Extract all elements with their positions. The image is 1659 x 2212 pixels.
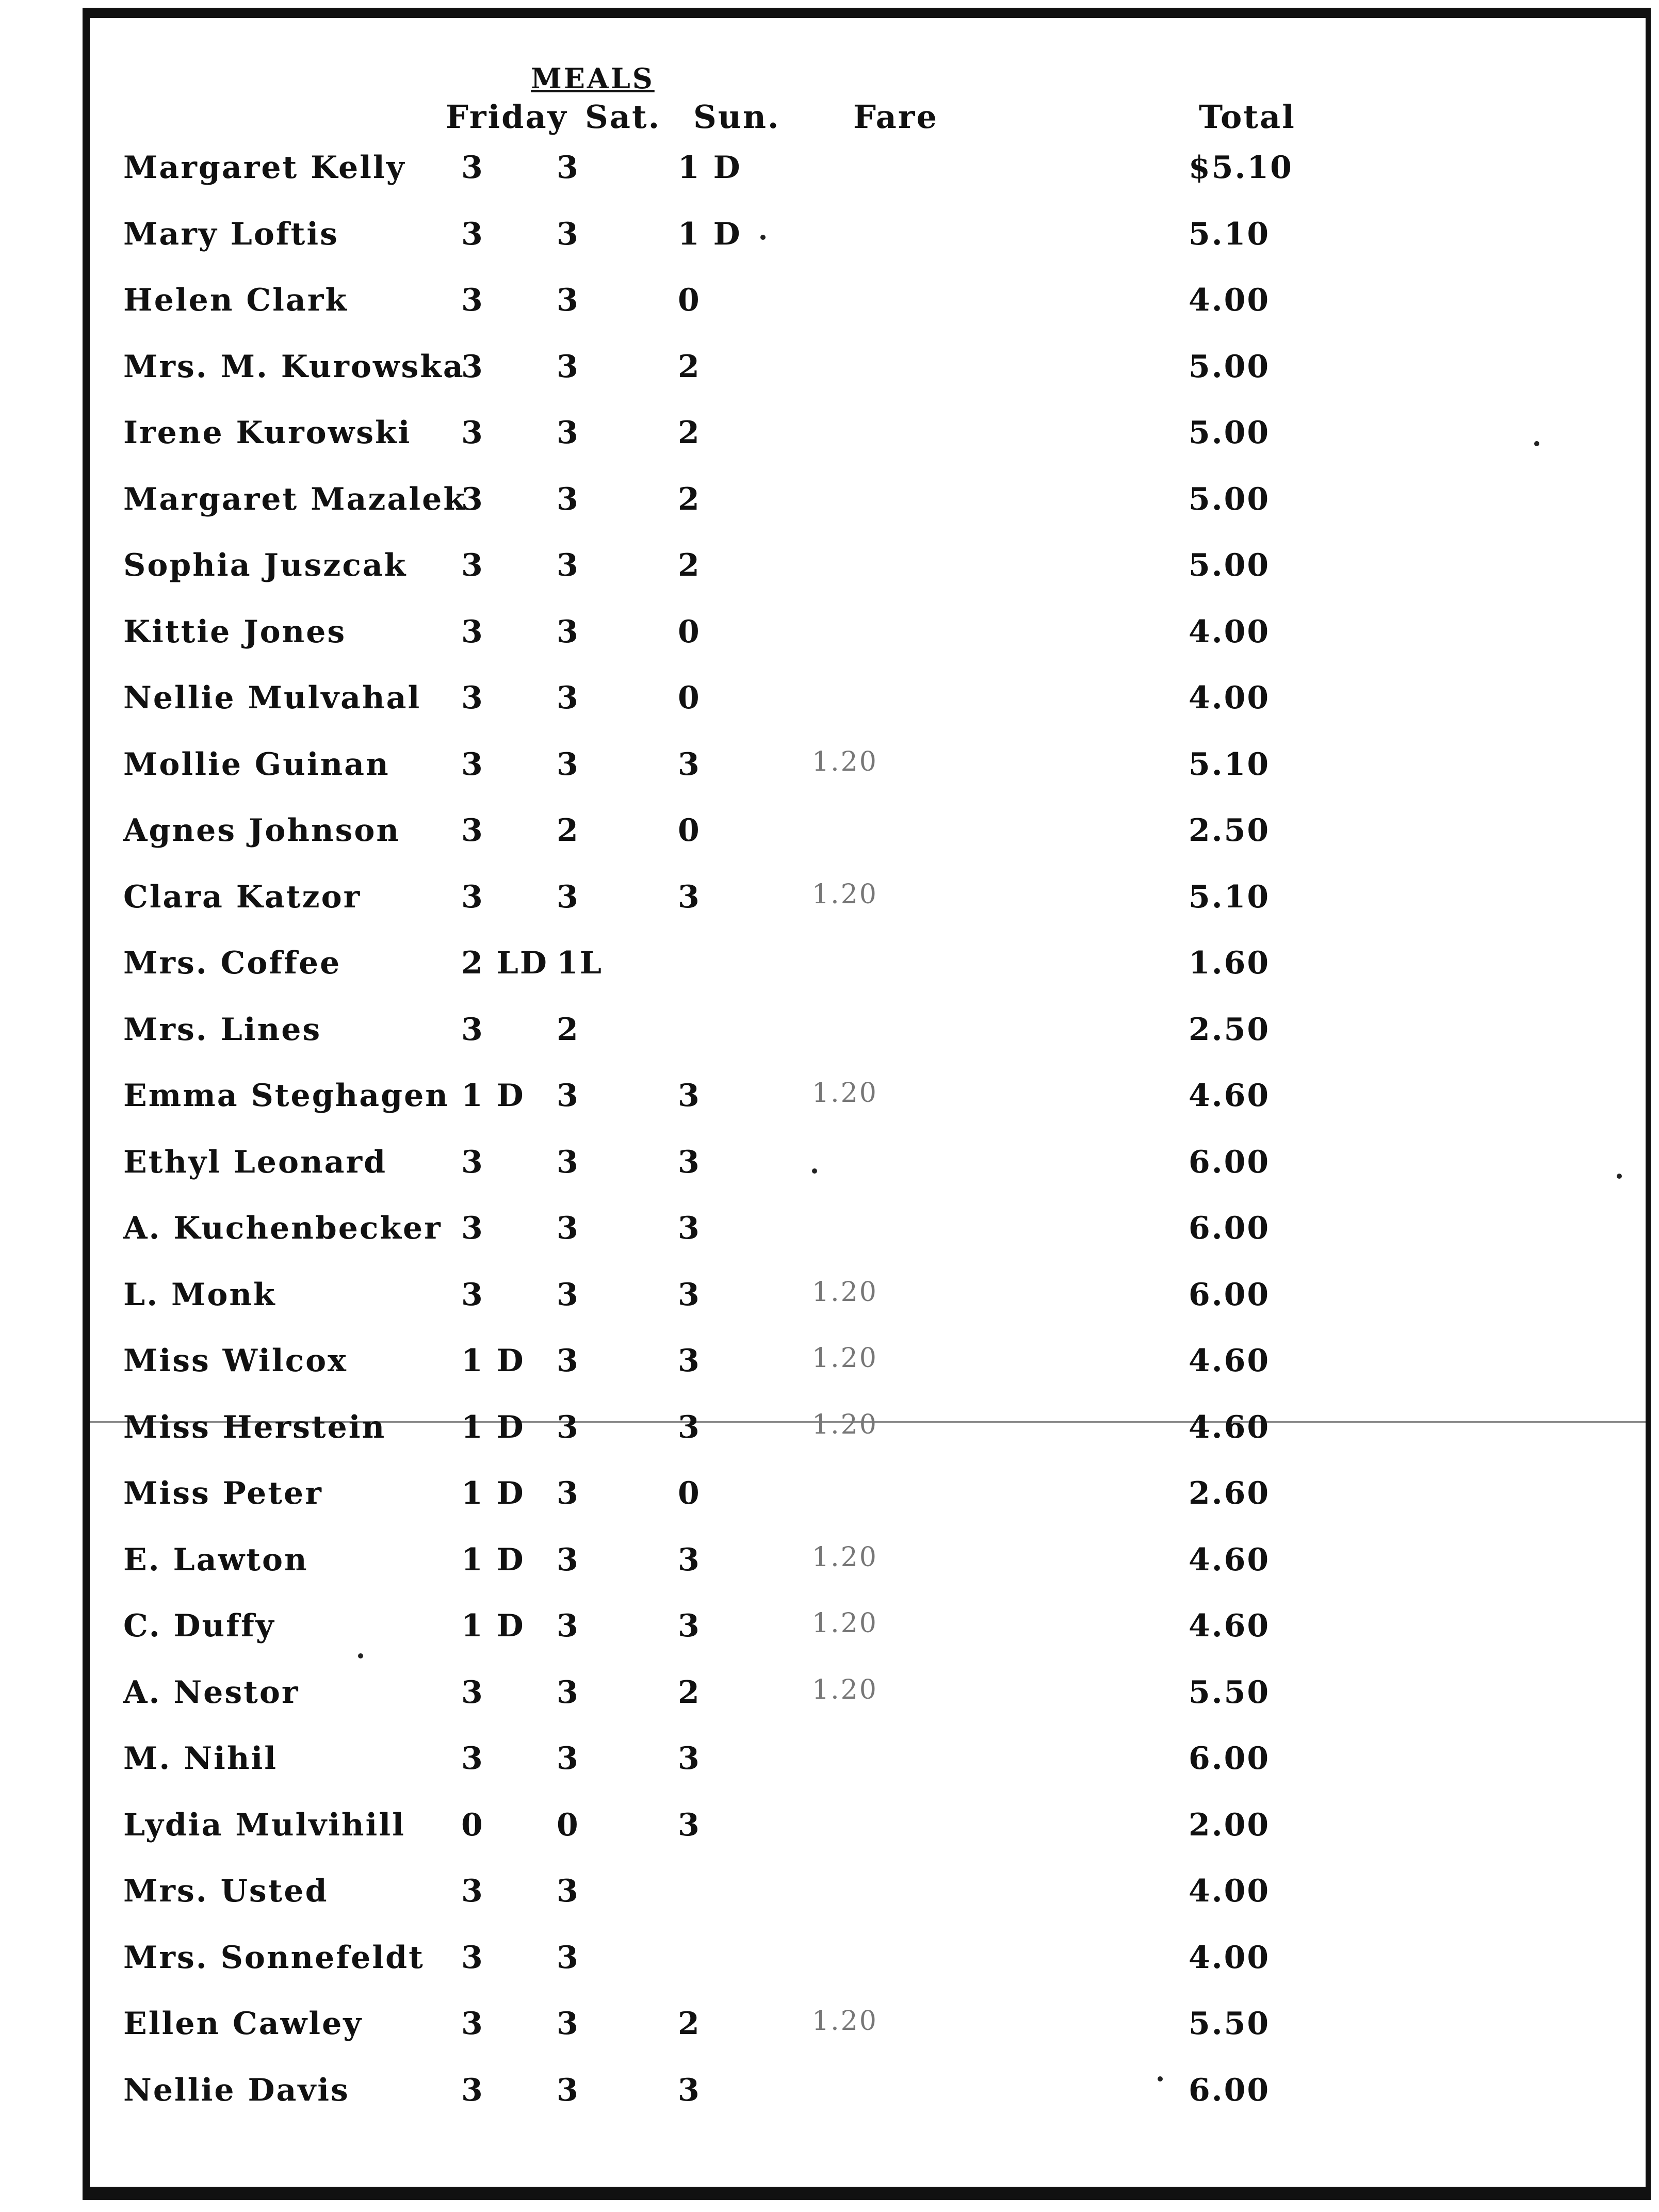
person-name: Nellie Mulvahal xyxy=(123,680,421,716)
friday-meals: 3 xyxy=(461,1939,484,1976)
ink-speck xyxy=(760,235,766,240)
sunday-meals: 3 xyxy=(678,2072,701,2108)
table-row xyxy=(90,1144,1646,1196)
friday-meals: 3 xyxy=(461,481,484,517)
person-name: Mrs. M. Kurowska xyxy=(123,348,465,385)
fare-amount: 1.20 xyxy=(812,1078,878,1109)
fare-amount: 1.20 xyxy=(812,1674,878,1705)
person-name: A. Nestor xyxy=(123,1674,300,1711)
total-amount: 5.50 xyxy=(1189,2006,1271,2042)
sunday-meals: 3 xyxy=(678,1210,701,1246)
friday-meals: 3 xyxy=(461,150,484,186)
total-amount: $5.10 xyxy=(1189,150,1293,186)
ink-speck xyxy=(358,1653,363,1658)
fare-amount: 1.20 xyxy=(812,746,878,777)
saturday-meals: 1L xyxy=(557,945,603,981)
person-name: Kittie Jones xyxy=(123,613,347,650)
person-name: Ellen Cawley xyxy=(123,2006,363,2042)
friday-meals: 3 xyxy=(461,2006,484,2042)
saturday-column-header: Sat. xyxy=(585,98,661,136)
saturday-meals: 3 xyxy=(557,150,580,186)
sunday-meals: 0 xyxy=(678,812,701,849)
saturday-meals: 3 xyxy=(557,547,580,583)
person-name: Miss Wilcox xyxy=(123,1343,348,1379)
friday-meals: 3 xyxy=(461,216,484,252)
total-amount: 6.00 xyxy=(1189,1741,1271,1777)
saturday-meals: 3 xyxy=(557,613,580,650)
table-row xyxy=(90,945,1646,997)
fare-amount: 1.20 xyxy=(812,1541,878,1573)
saturday-meals: 3 xyxy=(557,746,580,783)
table-row xyxy=(90,216,1646,268)
saturday-meals: 3 xyxy=(557,1078,580,1114)
total-amount: 4.00 xyxy=(1189,282,1271,318)
fare-amount: 1.20 xyxy=(812,1409,878,1440)
saturday-meals: 3 xyxy=(557,879,580,915)
friday-meals: 3 xyxy=(461,1674,484,1711)
total-amount: 1.60 xyxy=(1189,945,1271,981)
friday-meals: 1 D xyxy=(461,1608,525,1644)
table-row xyxy=(90,481,1646,533)
total-amount: 4.00 xyxy=(1189,680,1271,716)
friday-meals: 1 D xyxy=(461,1078,525,1114)
person-name: Mrs. Coffee xyxy=(123,945,341,981)
table-row xyxy=(90,812,1646,864)
saturday-meals: 3 xyxy=(557,2006,580,2042)
sunday-meals: 2 xyxy=(678,415,701,451)
table-row xyxy=(90,1475,1646,1527)
saturday-meals: 3 xyxy=(557,1873,580,1909)
saturday-meals: 3 xyxy=(557,680,580,716)
saturday-meals: 3 xyxy=(557,216,580,252)
person-name: Ethyl Leonard xyxy=(123,1144,387,1180)
person-name: Agnes Johnson xyxy=(123,812,401,849)
person-name: Sophia Juszcak xyxy=(123,547,408,583)
table-row xyxy=(90,680,1646,731)
total-amount: 4.60 xyxy=(1189,1541,1271,1578)
sunday-column-header: Sun. xyxy=(693,98,780,136)
table-row xyxy=(90,1277,1646,1328)
friday-meals: 1 D xyxy=(461,1343,525,1379)
total-amount: 5.00 xyxy=(1189,415,1271,451)
friday-meals: 3 xyxy=(461,348,484,385)
total-amount: 5.00 xyxy=(1189,348,1271,385)
saturday-meals: 2 xyxy=(557,1011,580,1048)
person-name: Mrs. Usted xyxy=(123,1873,329,1909)
document-page xyxy=(83,8,1651,2200)
friday-meals: 3 xyxy=(461,282,484,318)
fare-amount: 1.20 xyxy=(812,2006,878,2037)
total-amount: 4.00 xyxy=(1189,1939,1271,1976)
sunday-meals: 1 D xyxy=(678,216,742,252)
person-name: Mrs. Sonnefeldt xyxy=(123,1939,425,1976)
total-amount: 6.00 xyxy=(1189,1144,1271,1180)
table-row xyxy=(90,547,1646,599)
saturday-meals: 3 xyxy=(557,1210,580,1246)
saturday-meals: 3 xyxy=(557,1276,580,1313)
sunday-meals: 3 xyxy=(678,1343,701,1379)
friday-meals: 1 D xyxy=(461,1475,525,1511)
sunday-meals: 2 xyxy=(678,547,701,583)
person-name: Mollie Guinan xyxy=(123,746,390,783)
friday-meals: 3 xyxy=(461,613,484,650)
person-name: A. Kuchenbecker xyxy=(123,1210,442,1246)
total-amount: 2.50 xyxy=(1189,812,1271,849)
person-name: Miss Herstein xyxy=(123,1409,386,1445)
friday-meals: 3 xyxy=(461,1011,484,1048)
table-row xyxy=(90,349,1646,400)
table-row xyxy=(90,150,1646,201)
table-row xyxy=(90,614,1646,665)
sunday-meals: 2 xyxy=(678,2006,701,2042)
table-row xyxy=(90,1741,1646,1792)
total-amount: 4.60 xyxy=(1189,1343,1271,1379)
table-row xyxy=(90,1674,1646,1726)
friday-meals: 3 xyxy=(461,1144,484,1180)
total-amount: 5.10 xyxy=(1189,746,1271,783)
total-amount: 6.00 xyxy=(1189,1210,1271,1246)
saturday-meals: 3 xyxy=(557,1343,580,1379)
friday-column-header: Friday xyxy=(446,98,568,136)
sunday-meals: 3 xyxy=(678,1409,701,1445)
sunday-meals: 3 xyxy=(678,1144,701,1180)
table-row xyxy=(90,2072,1646,2124)
friday-meals: 0 xyxy=(461,1807,484,1843)
person-name: Lydia Mulvihill xyxy=(123,1807,405,1843)
ink-speck xyxy=(1534,441,1539,446)
saturday-meals: 3 xyxy=(557,1608,580,1644)
total-amount: 5.10 xyxy=(1189,879,1271,915)
sunday-meals: 0 xyxy=(678,680,701,716)
saturday-meals: 3 xyxy=(557,348,580,385)
saturday-meals: 3 xyxy=(557,1741,580,1777)
saturday-meals: 3 xyxy=(557,1409,580,1445)
person-name: Clara Katzor xyxy=(123,879,362,915)
sunday-meals: 3 xyxy=(678,1541,701,1578)
person-name: E. Lawton xyxy=(123,1541,308,1578)
saturday-meals: 3 xyxy=(557,1475,580,1511)
table-row xyxy=(90,1409,1646,1461)
sunday-meals: 0 xyxy=(678,1475,701,1511)
total-amount: 5.50 xyxy=(1189,1674,1271,1711)
person-name: Helen Clark xyxy=(123,282,348,318)
table-row xyxy=(90,1807,1646,1859)
total-amount: 2.60 xyxy=(1189,1475,1271,1511)
table-row xyxy=(90,1940,1646,1991)
person-name: Margaret Kelly xyxy=(123,150,406,186)
friday-meals: 1 D xyxy=(461,1409,525,1445)
sunday-meals: 3 xyxy=(678,1276,701,1313)
table-row xyxy=(90,1608,1646,1660)
total-amount: 2.00 xyxy=(1189,1807,1271,1843)
friday-meals: 1 D xyxy=(461,1541,525,1578)
saturday-meals: 3 xyxy=(557,282,580,318)
friday-meals: 3 xyxy=(461,746,484,783)
saturday-meals: 3 xyxy=(557,1939,580,1976)
total-amount: 4.00 xyxy=(1189,613,1271,650)
total-amount: 4.00 xyxy=(1189,1873,1271,1909)
friday-meals: 3 xyxy=(461,680,484,716)
total-amount: 5.00 xyxy=(1189,547,1271,583)
meals-heading: MEALS xyxy=(531,62,655,95)
person-name: Margaret Mazalek xyxy=(123,481,466,517)
sunday-meals: 2 xyxy=(678,481,701,517)
total-amount: 2.50 xyxy=(1189,1011,1271,1048)
person-name: Nellie Davis xyxy=(123,2072,350,2108)
friday-meals: 3 xyxy=(461,1276,484,1313)
person-name: Emma Steghagen xyxy=(123,1078,449,1114)
sunday-meals: 2 xyxy=(678,1674,701,1711)
table-row xyxy=(90,1210,1646,1262)
fare-amount: 1.20 xyxy=(812,1276,878,1308)
fare-amount: 1.20 xyxy=(812,879,878,910)
table-row xyxy=(90,282,1646,334)
total-amount: 5.10 xyxy=(1189,216,1271,252)
friday-meals: 3 xyxy=(461,812,484,849)
saturday-meals: 2 xyxy=(557,812,580,849)
table-row xyxy=(90,1542,1646,1593)
table-row xyxy=(90,2006,1646,2057)
sunday-meals: 3 xyxy=(678,1741,701,1777)
sunday-meals: 0 xyxy=(678,282,701,318)
saturday-meals: 3 xyxy=(557,1541,580,1578)
total-amount: 4.60 xyxy=(1189,1608,1271,1644)
fare-amount: 1.20 xyxy=(812,1608,878,1639)
sunday-meals: 2 xyxy=(678,348,701,385)
table-row xyxy=(90,1012,1646,1063)
saturday-meals: 3 xyxy=(557,2072,580,2108)
total-amount: 5.00 xyxy=(1189,481,1271,517)
sunday-meals: 3 xyxy=(678,879,701,915)
total-amount: 6.00 xyxy=(1189,1276,1271,1313)
person-name: Mary Loftis xyxy=(123,216,339,252)
person-name: Miss Peter xyxy=(123,1475,323,1511)
table-row xyxy=(90,415,1646,466)
friday-meals: 2 LD xyxy=(461,945,548,981)
sunday-meals: 3 xyxy=(678,1807,701,1843)
friday-meals: 3 xyxy=(461,547,484,583)
fare-amount: 1.20 xyxy=(812,1343,878,1374)
person-name: Irene Kurowski xyxy=(123,415,412,451)
table-row xyxy=(90,746,1646,798)
total-amount: 4.60 xyxy=(1189,1409,1271,1445)
sunday-meals: 3 xyxy=(678,746,701,783)
friday-meals: 3 xyxy=(461,415,484,451)
person-name: M. Nihil xyxy=(123,1741,278,1777)
person-name: Mrs. Lines xyxy=(123,1011,322,1048)
ink-speck xyxy=(812,1168,817,1174)
saturday-meals: 0 xyxy=(557,1807,580,1843)
table-row xyxy=(90,1078,1646,1129)
ink-speck xyxy=(1158,2076,1163,2081)
total-amount: 6.00 xyxy=(1189,2072,1271,2108)
saturday-meals: 3 xyxy=(557,415,580,451)
total-column-header: Total xyxy=(1199,98,1296,136)
friday-meals: 3 xyxy=(461,1210,484,1246)
friday-meals: 3 xyxy=(461,879,484,915)
saturday-meals: 3 xyxy=(557,481,580,517)
table-row xyxy=(90,1873,1646,1925)
ink-speck xyxy=(1617,1174,1622,1179)
friday-meals: 3 xyxy=(461,1741,484,1777)
saturday-meals: 3 xyxy=(557,1674,580,1711)
table-row xyxy=(90,879,1646,931)
person-name: C. Duffy xyxy=(123,1608,275,1644)
sunday-meals: 0 xyxy=(678,613,701,650)
friday-meals: 3 xyxy=(461,1873,484,1909)
sunday-meals: 1 D xyxy=(678,150,742,186)
fare-column-header: Fare xyxy=(853,98,938,136)
sunday-meals: 3 xyxy=(678,1608,701,1644)
sunday-meals: 3 xyxy=(678,1078,701,1114)
total-amount: 4.60 xyxy=(1189,1078,1271,1114)
table-row xyxy=(90,1343,1646,1394)
person-name: L. Monk xyxy=(123,1276,276,1313)
friday-meals: 3 xyxy=(461,2072,484,2108)
saturday-meals: 3 xyxy=(557,1144,580,1180)
